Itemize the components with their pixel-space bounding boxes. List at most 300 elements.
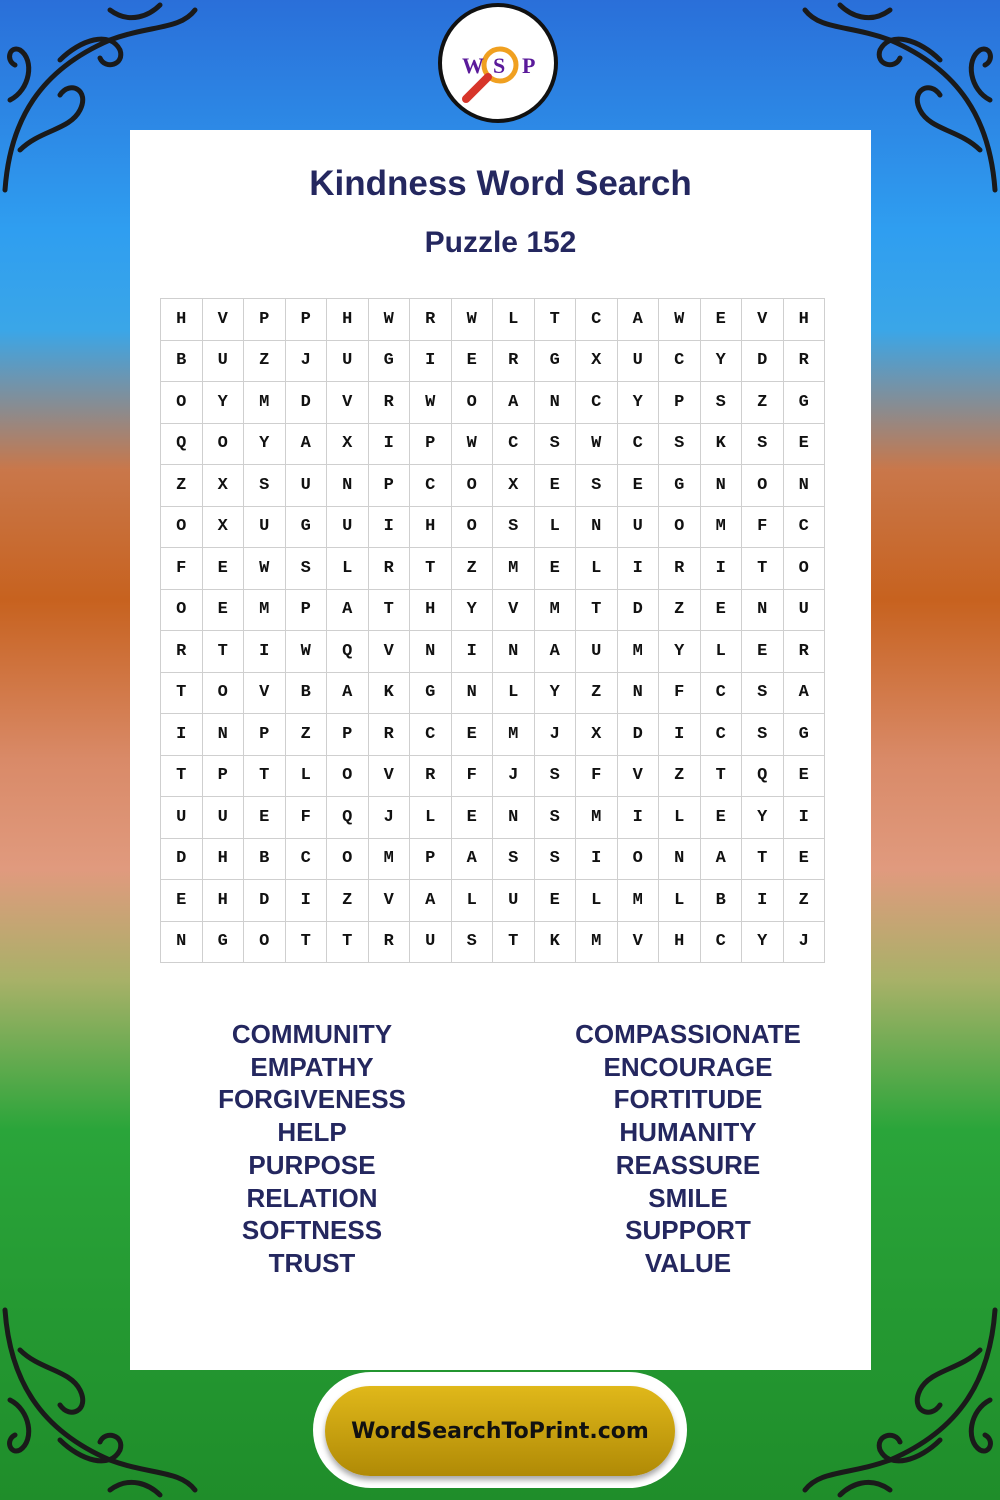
grid-cell[interactable]: O bbox=[161, 506, 203, 548]
grid-cell[interactable]: T bbox=[534, 299, 576, 341]
grid-cell[interactable]: X bbox=[576, 714, 618, 756]
grid-cell[interactable]: V bbox=[493, 589, 535, 631]
grid-cell[interactable]: S bbox=[451, 921, 493, 963]
grid-cell[interactable]: L bbox=[493, 672, 535, 714]
grid-cell[interactable]: R bbox=[161, 631, 203, 673]
grid-row bbox=[161, 880, 825, 922]
grid-cell[interactable]: B bbox=[244, 838, 286, 880]
grid-cell[interactable]: Y bbox=[659, 631, 701, 673]
grid-cell[interactable]: E bbox=[161, 880, 203, 922]
grid-cell[interactable]: Z bbox=[451, 548, 493, 590]
grid-cell[interactable]: W bbox=[368, 299, 410, 341]
grid-cell[interactable]: V bbox=[327, 382, 369, 424]
grid-cell[interactable]: T bbox=[244, 755, 286, 797]
word-list-item: REASSURE bbox=[615, 1149, 761, 1180]
footer-link-button[interactable] bbox=[325, 1386, 675, 1476]
grid-cell[interactable]: C bbox=[493, 423, 535, 465]
word-list-item: COMPASSIONATE bbox=[575, 1019, 801, 1049]
grid-cell[interactable]: Q bbox=[742, 755, 784, 797]
grid-row bbox=[161, 299, 825, 341]
grid-cell[interactable]: M bbox=[534, 589, 576, 631]
grid-cell[interactable]: R bbox=[783, 340, 825, 382]
grid-cell[interactable]: O bbox=[327, 838, 369, 880]
grid-cell[interactable]: W bbox=[285, 631, 327, 673]
grid-cell[interactable]: E bbox=[534, 880, 576, 922]
grid-cell[interactable]: S bbox=[493, 506, 535, 548]
grid-cell[interactable]: I bbox=[244, 631, 286, 673]
grid-cell[interactable]: U bbox=[576, 631, 618, 673]
grid-cell[interactable]: Y bbox=[202, 382, 244, 424]
grid-cell[interactable]: A bbox=[493, 382, 535, 424]
word-list-item: HUMANITY bbox=[619, 1117, 757, 1148]
grid-cell[interactable]: W bbox=[659, 299, 701, 341]
word-list-item: HELP bbox=[277, 1117, 347, 1148]
grid-cell[interactable]: Z bbox=[327, 880, 369, 922]
word-list-item: SMILE bbox=[648, 1182, 728, 1213]
grid-cell[interactable]: N bbox=[493, 631, 535, 673]
grid-cell[interactable]: U bbox=[410, 921, 452, 963]
grid-cell[interactable]: E bbox=[700, 589, 742, 631]
grid-cell[interactable]: O bbox=[617, 838, 659, 880]
grid-cell[interactable]: W bbox=[451, 299, 493, 341]
grid-cell[interactable]: T bbox=[700, 755, 742, 797]
grid-cell[interactable]: Z bbox=[742, 382, 784, 424]
grid-cell[interactable]: P bbox=[244, 299, 286, 341]
grid-cell[interactable]: C bbox=[410, 714, 452, 756]
grid-row bbox=[161, 506, 825, 548]
grid-cell[interactable]: H bbox=[659, 921, 701, 963]
footer-badge bbox=[313, 1372, 687, 1488]
word-list-item: RELATION bbox=[246, 1182, 378, 1213]
grid-cell[interactable]: V bbox=[244, 672, 286, 714]
grid-cell[interactable]: E bbox=[451, 797, 493, 839]
grid-cell[interactable]: O bbox=[451, 465, 493, 507]
grid-cell[interactable]: A bbox=[285, 423, 327, 465]
grid-cell[interactable]: U bbox=[202, 340, 244, 382]
grid-cell[interactable]: Q bbox=[327, 797, 369, 839]
grid-row bbox=[161, 340, 825, 382]
grid-cell[interactable]: I bbox=[161, 714, 203, 756]
grid-cell[interactable]: S bbox=[576, 465, 618, 507]
grid-cell[interactable]: V bbox=[368, 880, 410, 922]
grid-cell[interactable]: U bbox=[617, 506, 659, 548]
grid-row bbox=[161, 465, 825, 507]
grid-cell[interactable]: M bbox=[368, 838, 410, 880]
grid-cell[interactable]: Y bbox=[700, 340, 742, 382]
grid-cell[interactable]: I bbox=[451, 631, 493, 673]
grid-cell[interactable]: M bbox=[493, 548, 535, 590]
grid-cell[interactable]: H bbox=[410, 589, 452, 631]
grid-cell[interactable]: M bbox=[576, 921, 618, 963]
grid-cell[interactable]: I bbox=[700, 548, 742, 590]
grid-cell[interactable]: S bbox=[534, 797, 576, 839]
grid-cell[interactable]: M bbox=[244, 382, 286, 424]
grid-cell[interactable]: Y bbox=[451, 589, 493, 631]
grid-row bbox=[161, 921, 825, 963]
word-list-right bbox=[528, 1018, 848, 1280]
grid-row bbox=[161, 838, 825, 880]
grid-cell[interactable]: J bbox=[783, 921, 825, 963]
grid-cell[interactable]: O bbox=[783, 548, 825, 590]
grid-cell[interactable]: W bbox=[244, 548, 286, 590]
grid-cell[interactable]: I bbox=[576, 838, 618, 880]
grid-cell[interactable]: A bbox=[327, 589, 369, 631]
grid-cell[interactable]: E bbox=[451, 714, 493, 756]
grid-cell[interactable]: P bbox=[410, 423, 452, 465]
word-list-item: VALUE bbox=[644, 1247, 732, 1278]
grid-cell[interactable]: H bbox=[161, 299, 203, 341]
grid-cell[interactable]: E bbox=[534, 465, 576, 507]
grid-cell[interactable]: A bbox=[700, 838, 742, 880]
grid-cell[interactable]: N bbox=[617, 672, 659, 714]
grid-cell[interactable]: L bbox=[285, 755, 327, 797]
grid-cell[interactable]: T bbox=[493, 921, 535, 963]
grid-cell[interactable]: U bbox=[244, 506, 286, 548]
grid-cell[interactable]: Y bbox=[742, 797, 784, 839]
puzzle-title: Kindness Word Search bbox=[309, 164, 692, 203]
grid-cell[interactable]: R bbox=[410, 299, 452, 341]
grid-cell[interactable]: F bbox=[161, 548, 203, 590]
grid-cell[interactable]: Z bbox=[285, 714, 327, 756]
grid-cell[interactable]: O bbox=[742, 465, 784, 507]
grid-cell[interactable]: N bbox=[161, 921, 203, 963]
grid-cell[interactable]: Y bbox=[244, 423, 286, 465]
grid-cell[interactable]: F bbox=[742, 506, 784, 548]
grid-cell[interactable]: Q bbox=[161, 423, 203, 465]
grid-cell[interactable]: E bbox=[244, 797, 286, 839]
grid-cell[interactable]: C bbox=[576, 382, 618, 424]
grid-cell[interactable]: L bbox=[451, 880, 493, 922]
grid-row bbox=[161, 714, 825, 756]
grid-cell[interactable]: V bbox=[742, 299, 784, 341]
grid-cell[interactable]: B bbox=[285, 672, 327, 714]
grid-cell[interactable]: W bbox=[451, 423, 493, 465]
grid-cell[interactable]: T bbox=[742, 548, 784, 590]
grid-cell[interactable]: K bbox=[534, 921, 576, 963]
grid-cell[interactable]: C bbox=[285, 838, 327, 880]
grid-cell[interactable]: I bbox=[368, 423, 410, 465]
grid-cell[interactable]: N bbox=[576, 506, 618, 548]
grid-cell[interactable]: W bbox=[410, 382, 452, 424]
grid-cell[interactable]: E bbox=[742, 631, 784, 673]
footer-site-name: WordSearchToPrint.com bbox=[351, 1418, 649, 1444]
grid-cell[interactable]: C bbox=[659, 340, 701, 382]
grid-cell[interactable]: D bbox=[244, 880, 286, 922]
grid-cell[interactable]: F bbox=[285, 797, 327, 839]
grid-row bbox=[161, 382, 825, 424]
grid-cell[interactable]: I bbox=[617, 797, 659, 839]
grid-row bbox=[161, 548, 825, 590]
grid-cell[interactable]: G bbox=[783, 714, 825, 756]
grid-cell[interactable]: S bbox=[244, 465, 286, 507]
grid-cell[interactable]: W bbox=[576, 423, 618, 465]
word-list-item: FORGIVENESS bbox=[218, 1084, 406, 1115]
grid-cell[interactable]: V bbox=[617, 755, 659, 797]
grid-cell[interactable]: L bbox=[659, 880, 701, 922]
grid-cell[interactable]: P bbox=[368, 465, 410, 507]
grid-cell[interactable]: T bbox=[742, 838, 784, 880]
grid-cell[interactable]: N bbox=[534, 382, 576, 424]
grid-cell[interactable]: M bbox=[244, 589, 286, 631]
grid-cell[interactable]: C bbox=[700, 672, 742, 714]
grid-cell[interactable]: Y bbox=[742, 921, 784, 963]
grid-cell[interactable]: R bbox=[368, 548, 410, 590]
word-list-left bbox=[152, 1018, 472, 1280]
grid-cell[interactable]: I bbox=[410, 340, 452, 382]
grid-cell[interactable]: C bbox=[700, 714, 742, 756]
grid-cell[interactable]: I bbox=[285, 880, 327, 922]
grid-cell[interactable]: V bbox=[368, 631, 410, 673]
grid-cell[interactable]: V bbox=[202, 299, 244, 341]
grid-cell[interactable]: E bbox=[451, 340, 493, 382]
grid-cell[interactable]: M bbox=[493, 714, 535, 756]
grid-cell[interactable]: H bbox=[202, 880, 244, 922]
grid-cell[interactable]: M bbox=[617, 631, 659, 673]
grid-cell[interactable]: O bbox=[202, 423, 244, 465]
grid-cell[interactable]: U bbox=[285, 465, 327, 507]
grid-cell[interactable]: O bbox=[659, 506, 701, 548]
grid-cell[interactable]: N bbox=[742, 589, 784, 631]
grid-cell[interactable]: H bbox=[410, 506, 452, 548]
grid-cell[interactable]: O bbox=[161, 382, 203, 424]
grid-cell[interactable]: I bbox=[742, 880, 784, 922]
grid-cell[interactable]: C bbox=[700, 921, 742, 963]
grid-cell[interactable]: T bbox=[161, 672, 203, 714]
grid-cell[interactable]: X bbox=[576, 340, 618, 382]
logo-letter-s: S bbox=[493, 53, 506, 78]
grid-cell[interactable]: O bbox=[327, 755, 369, 797]
grid-cell[interactable]: A bbox=[534, 631, 576, 673]
grid-cell[interactable]: N bbox=[493, 797, 535, 839]
grid-cell[interactable]: Q bbox=[327, 631, 369, 673]
grid-cell[interactable]: E bbox=[534, 548, 576, 590]
grid-cell[interactable]: T bbox=[285, 921, 327, 963]
grid-cell[interactable]: V bbox=[617, 921, 659, 963]
grid-cell[interactable]: N bbox=[327, 465, 369, 507]
grid-cell[interactable]: K bbox=[368, 672, 410, 714]
grid-cell[interactable]: U bbox=[617, 340, 659, 382]
grid-cell[interactable]: R bbox=[368, 714, 410, 756]
grid-cell[interactable]: O bbox=[244, 921, 286, 963]
grid-cell[interactable]: V bbox=[368, 755, 410, 797]
grid-cell[interactable]: G bbox=[783, 382, 825, 424]
grid-cell[interactable]: X bbox=[202, 465, 244, 507]
grid-cell[interactable]: S bbox=[534, 838, 576, 880]
grid-cell[interactable]: F bbox=[451, 755, 493, 797]
grid-cell[interactable]: P bbox=[285, 589, 327, 631]
grid-cell[interactable]: B bbox=[700, 880, 742, 922]
grid-cell[interactable]: H bbox=[327, 299, 369, 341]
grid-cell[interactable]: R bbox=[368, 382, 410, 424]
grid-cell[interactable]: O bbox=[451, 382, 493, 424]
grid-cell[interactable]: T bbox=[327, 921, 369, 963]
grid-cell[interactable]: I bbox=[783, 797, 825, 839]
grid-cell[interactable]: L bbox=[576, 548, 618, 590]
grid-cell[interactable]: M bbox=[617, 880, 659, 922]
grid-cell[interactable]: G bbox=[534, 340, 576, 382]
grid-cell[interactable]: R bbox=[410, 755, 452, 797]
grid-cell[interactable]: A bbox=[451, 838, 493, 880]
grid-cell[interactable]: U bbox=[327, 340, 369, 382]
grid-cell[interactable]: X bbox=[493, 465, 535, 507]
grid-cell[interactable]: J bbox=[285, 340, 327, 382]
grid-row bbox=[161, 589, 825, 631]
puzzle-number: Puzzle 152 bbox=[424, 226, 577, 259]
grid-cell[interactable]: D bbox=[742, 340, 784, 382]
grid-cell[interactable]: E bbox=[202, 589, 244, 631]
grid-cell[interactable]: C bbox=[410, 465, 452, 507]
grid-cell[interactable]: I bbox=[659, 714, 701, 756]
grid-cell[interactable]: S bbox=[742, 672, 784, 714]
grid-cell[interactable]: N bbox=[202, 714, 244, 756]
grid-cell[interactable]: T bbox=[161, 755, 203, 797]
grid-cell[interactable]: T bbox=[576, 589, 618, 631]
grid-cell[interactable]: U bbox=[161, 797, 203, 839]
grid-row bbox=[161, 423, 825, 465]
grid-cell[interactable]: I bbox=[617, 548, 659, 590]
puzzle-card bbox=[130, 130, 871, 1370]
grid-cell[interactable]: G bbox=[285, 506, 327, 548]
grid-cell[interactable]: N bbox=[659, 838, 701, 880]
grid-cell[interactable]: S bbox=[285, 548, 327, 590]
grid-cell[interactable]: A bbox=[783, 672, 825, 714]
grid-cell[interactable]: R bbox=[368, 921, 410, 963]
grid-cell[interactable]: Y bbox=[617, 382, 659, 424]
grid-cell[interactable]: T bbox=[202, 631, 244, 673]
grid-cell[interactable]: G bbox=[410, 672, 452, 714]
grid-cell[interactable]: B bbox=[161, 340, 203, 382]
grid-cell[interactable]: U bbox=[202, 797, 244, 839]
grid-cell[interactable]: F bbox=[576, 755, 618, 797]
grid-cell[interactable]: D bbox=[617, 589, 659, 631]
grid-cell[interactable]: S bbox=[700, 382, 742, 424]
grid-cell[interactable]: G bbox=[202, 921, 244, 963]
logo-letter-p: P bbox=[522, 53, 536, 78]
grid-cell[interactable]: L bbox=[700, 631, 742, 673]
grid-cell[interactable]: L bbox=[659, 797, 701, 839]
grid-cell[interactable]: N bbox=[410, 631, 452, 673]
grid-cell[interactable]: L bbox=[576, 880, 618, 922]
word-list-item: TRUST bbox=[268, 1247, 356, 1278]
grid-cell[interactable]: Z bbox=[244, 340, 286, 382]
grid-cell[interactable]: S bbox=[534, 755, 576, 797]
grid-cell[interactable]: P bbox=[659, 382, 701, 424]
grid-cell[interactable]: Z bbox=[161, 465, 203, 507]
grid-row bbox=[161, 672, 825, 714]
grid-cell[interactable]: R bbox=[783, 631, 825, 673]
grid-cell[interactable]: A bbox=[327, 672, 369, 714]
grid-cell[interactable]: E bbox=[783, 838, 825, 880]
grid-cell[interactable]: Y bbox=[534, 672, 576, 714]
grid-cell[interactable]: J bbox=[534, 714, 576, 756]
grid-cell[interactable]: D bbox=[161, 838, 203, 880]
grid-cell[interactable]: E bbox=[783, 423, 825, 465]
grid-cell[interactable]: S bbox=[659, 423, 701, 465]
grid-cell[interactable]: T bbox=[410, 548, 452, 590]
grid-cell[interactable]: L bbox=[327, 548, 369, 590]
grid-cell[interactable]: J bbox=[493, 755, 535, 797]
grid-cell[interactable]: E bbox=[700, 299, 742, 341]
grid-cell[interactable]: A bbox=[410, 880, 452, 922]
word-list-item: FORTITUDE bbox=[613, 1084, 763, 1115]
grid-row bbox=[161, 797, 825, 839]
grid-cell[interactable]: C bbox=[617, 423, 659, 465]
grid-cell[interactable]: Z bbox=[783, 880, 825, 922]
grid-cell[interactable]: M bbox=[576, 797, 618, 839]
grid-cell[interactable]: G bbox=[659, 465, 701, 507]
grid-cell[interactable]: E bbox=[617, 465, 659, 507]
grid-cell[interactable]: O bbox=[451, 506, 493, 548]
grid-cell[interactable]: Z bbox=[576, 672, 618, 714]
grid-cell[interactable]: U bbox=[493, 880, 535, 922]
grid-cell[interactable]: C bbox=[783, 506, 825, 548]
grid-cell[interactable]: P bbox=[285, 299, 327, 341]
word-list-item: SOFTNESS bbox=[241, 1215, 383, 1246]
letter-grid bbox=[160, 298, 825, 963]
grid-cell[interactable]: A bbox=[617, 299, 659, 341]
grid-cell[interactable]: X bbox=[202, 506, 244, 548]
grid-cell[interactable]: T bbox=[368, 589, 410, 631]
grid-cell[interactable]: S bbox=[534, 423, 576, 465]
grid-cell[interactable]: O bbox=[202, 672, 244, 714]
grid-cell[interactable]: D bbox=[617, 714, 659, 756]
grid-cell[interactable]: C bbox=[576, 299, 618, 341]
grid-cell[interactable]: L bbox=[410, 797, 452, 839]
grid-cell[interactable]: F bbox=[659, 672, 701, 714]
grid-cell[interactable]: J bbox=[368, 797, 410, 839]
word-list-item: PURPOSE bbox=[248, 1149, 376, 1180]
grid-cell[interactable]: N bbox=[783, 465, 825, 507]
grid-cell[interactable]: R bbox=[659, 548, 701, 590]
grid-cell[interactable]: Z bbox=[659, 589, 701, 631]
grid-cell[interactable]: I bbox=[368, 506, 410, 548]
grid-cell[interactable]: E bbox=[783, 755, 825, 797]
grid-cell[interactable]: P bbox=[327, 714, 369, 756]
grid-cell[interactable]: S bbox=[742, 423, 784, 465]
grid-cell[interactable]: O bbox=[161, 589, 203, 631]
word-list-item: COMMUNITY bbox=[231, 1019, 393, 1049]
grid-cell[interactable]: S bbox=[742, 714, 784, 756]
grid-cell[interactable]: S bbox=[493, 838, 535, 880]
wsp-logo bbox=[438, 3, 558, 123]
grid-cell[interactable]: H bbox=[202, 838, 244, 880]
grid-cell[interactable]: X bbox=[327, 423, 369, 465]
grid-cell[interactable]: D bbox=[285, 382, 327, 424]
grid-cell[interactable]: E bbox=[202, 548, 244, 590]
word-list-item: SUPPORT bbox=[625, 1215, 751, 1246]
grid-cell[interactable]: L bbox=[534, 506, 576, 548]
grid-cell[interactable]: H bbox=[783, 299, 825, 341]
grid-cell[interactable]: U bbox=[327, 506, 369, 548]
grid-cell[interactable]: G bbox=[368, 340, 410, 382]
grid-cell[interactable]: N bbox=[700, 465, 742, 507]
logo-letter-w: W bbox=[462, 53, 484, 78]
grid-cell[interactable]: R bbox=[493, 340, 535, 382]
grid-cell[interactable]: L bbox=[493, 299, 535, 341]
grid-cell[interactable]: P bbox=[244, 714, 286, 756]
word-list-item: EMPATHY bbox=[250, 1051, 374, 1082]
grid-cell[interactable]: K bbox=[700, 423, 742, 465]
grid-cell[interactable]: E bbox=[700, 797, 742, 839]
grid-cell[interactable]: M bbox=[700, 506, 742, 548]
grid-cell[interactable]: Z bbox=[659, 755, 701, 797]
grid-row bbox=[161, 755, 825, 797]
grid-cell[interactable]: U bbox=[783, 589, 825, 631]
grid-cell[interactable]: P bbox=[202, 755, 244, 797]
grid-row bbox=[161, 631, 825, 673]
grid-cell[interactable]: N bbox=[451, 672, 493, 714]
grid-cell[interactable]: P bbox=[410, 838, 452, 880]
